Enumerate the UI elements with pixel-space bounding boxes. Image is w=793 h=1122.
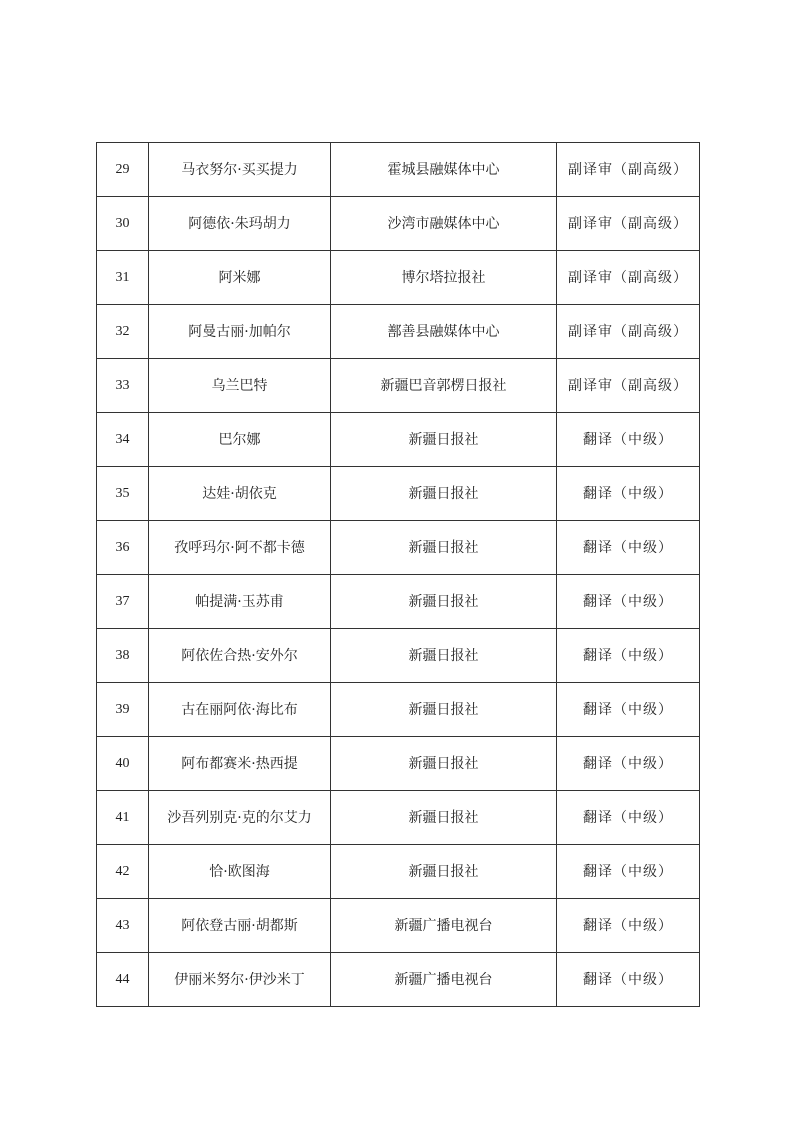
table-row bbox=[97, 305, 700, 359]
row-number: 39 bbox=[97, 683, 149, 737]
row-number: 42 bbox=[97, 845, 149, 899]
roster-table bbox=[96, 142, 700, 1007]
person-name: 古在丽阿依·海比布 bbox=[149, 683, 331, 737]
person-name: 阿依登古丽·胡都斯 bbox=[149, 899, 331, 953]
professional-title: 翻译（中级） bbox=[557, 521, 700, 575]
row-number: 32 bbox=[97, 305, 149, 359]
person-name: 马衣努尔·买买提力 bbox=[149, 143, 331, 197]
row-number: 38 bbox=[97, 629, 149, 683]
work-unit: 新疆日报社 bbox=[331, 467, 557, 521]
roster-table-body bbox=[97, 143, 700, 1007]
professional-title: 翻译（中级） bbox=[557, 413, 700, 467]
person-name: 阿依佐合热·安外尔 bbox=[149, 629, 331, 683]
row-number: 30 bbox=[97, 197, 149, 251]
person-name: 乌兰巴特 bbox=[149, 359, 331, 413]
work-unit: 新疆广播电视台 bbox=[331, 899, 557, 953]
work-unit: 新疆日报社 bbox=[331, 521, 557, 575]
person-name: 恰·欧图海 bbox=[149, 845, 331, 899]
row-number: 34 bbox=[97, 413, 149, 467]
table-row bbox=[97, 791, 700, 845]
professional-title: 翻译（中级） bbox=[557, 845, 700, 899]
professional-title: 翻译（中级） bbox=[557, 467, 700, 521]
person-name: 伊丽米努尔·伊沙米丁 bbox=[149, 953, 331, 1007]
person-name: 阿米娜 bbox=[149, 251, 331, 305]
row-number: 29 bbox=[97, 143, 149, 197]
professional-title: 副译审（副高级） bbox=[557, 359, 700, 413]
professional-title: 翻译（中级） bbox=[557, 953, 700, 1007]
person-name: 阿曼古丽·加帕尔 bbox=[149, 305, 331, 359]
work-unit: 新疆日报社 bbox=[331, 845, 557, 899]
work-unit: 新疆日报社 bbox=[331, 629, 557, 683]
table-row bbox=[97, 683, 700, 737]
table-row bbox=[97, 251, 700, 305]
professional-title: 副译审（副高级） bbox=[557, 143, 700, 197]
row-number: 31 bbox=[97, 251, 149, 305]
work-unit: 新疆日报社 bbox=[331, 737, 557, 791]
table-row bbox=[97, 413, 700, 467]
row-number: 41 bbox=[97, 791, 149, 845]
person-name: 达娃·胡依克 bbox=[149, 467, 331, 521]
person-name: 阿德依·朱玛胡力 bbox=[149, 197, 331, 251]
professional-title: 副译审（副高级） bbox=[557, 305, 700, 359]
work-unit: 霍城县融媒体中心 bbox=[331, 143, 557, 197]
row-number: 35 bbox=[97, 467, 149, 521]
work-unit: 沙湾市融媒体中心 bbox=[331, 197, 557, 251]
table-row bbox=[97, 467, 700, 521]
person-name: 巴尔娜 bbox=[149, 413, 331, 467]
table-row bbox=[97, 737, 700, 791]
work-unit: 新疆日报社 bbox=[331, 413, 557, 467]
table-row bbox=[97, 575, 700, 629]
person-name: 阿布都赛米·热西提 bbox=[149, 737, 331, 791]
professional-title: 翻译（中级） bbox=[557, 791, 700, 845]
table-row bbox=[97, 143, 700, 197]
row-number: 37 bbox=[97, 575, 149, 629]
table-row bbox=[97, 845, 700, 899]
person-name: 沙吾列别克·克的尔艾力 bbox=[149, 791, 331, 845]
table-row bbox=[97, 521, 700, 575]
table-row bbox=[97, 953, 700, 1007]
professional-title: 翻译（中级） bbox=[557, 737, 700, 791]
row-number: 36 bbox=[97, 521, 149, 575]
work-unit: 博尔塔拉报社 bbox=[331, 251, 557, 305]
table-row bbox=[97, 899, 700, 953]
row-number: 44 bbox=[97, 953, 149, 1007]
row-number: 40 bbox=[97, 737, 149, 791]
row-number: 33 bbox=[97, 359, 149, 413]
professional-title: 翻译（中级） bbox=[557, 575, 700, 629]
work-unit: 新疆广播电视台 bbox=[331, 953, 557, 1007]
professional-title: 翻译（中级） bbox=[557, 629, 700, 683]
table-row bbox=[97, 629, 700, 683]
work-unit: 新疆巴音郭楞日报社 bbox=[331, 359, 557, 413]
person-name: 帕提满·玉苏甫 bbox=[149, 575, 331, 629]
row-number: 43 bbox=[97, 899, 149, 953]
work-unit: 鄯善县融媒体中心 bbox=[331, 305, 557, 359]
professional-title: 副译审（副高级） bbox=[557, 197, 700, 251]
table-row bbox=[97, 359, 700, 413]
table-row bbox=[97, 197, 700, 251]
professional-title: 翻译（中级） bbox=[557, 683, 700, 737]
work-unit: 新疆日报社 bbox=[331, 683, 557, 737]
work-unit: 新疆日报社 bbox=[331, 575, 557, 629]
professional-title: 副译审（副高级） bbox=[557, 251, 700, 305]
professional-title: 翻译（中级） bbox=[557, 899, 700, 953]
person-name: 孜呼玛尔·阿不都卡德 bbox=[149, 521, 331, 575]
work-unit: 新疆日报社 bbox=[331, 791, 557, 845]
